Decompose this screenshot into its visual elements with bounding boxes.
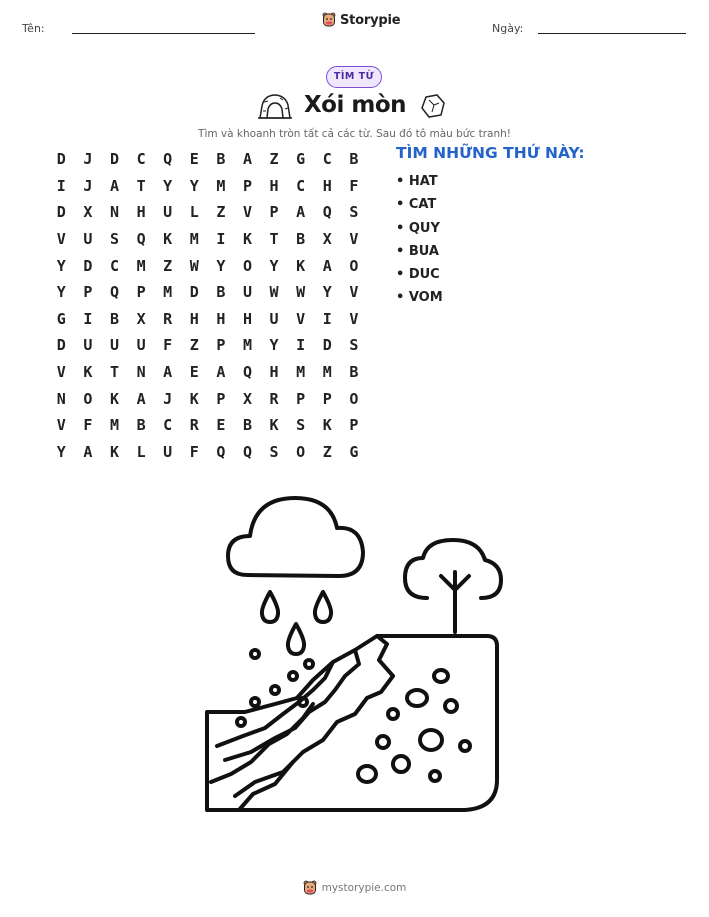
- grid-cell[interactable]: Z: [322, 442, 332, 461]
- date-label: Ngày:: [492, 22, 524, 35]
- grid-cell[interactable]: Q: [136, 230, 146, 249]
- grid-cell[interactable]: E: [216, 416, 226, 435]
- grid-cell[interactable]: X: [242, 389, 252, 408]
- grid-cell[interactable]: C: [322, 150, 332, 169]
- grid-cell[interactable]: S: [269, 442, 279, 461]
- grid-row: [48, 146, 368, 173]
- grid-cell[interactable]: V: [296, 309, 306, 328]
- grid-cell[interactable]: Z: [163, 256, 173, 275]
- worksheet-title: Xói mòn: [303, 92, 407, 118]
- grid-cell[interactable]: L: [189, 203, 199, 222]
- storypie-bear-icon: [322, 12, 336, 28]
- grid-cell[interactable]: M: [136, 256, 146, 275]
- grid-cell[interactable]: X: [83, 203, 93, 222]
- grid-cell[interactable]: P: [269, 203, 279, 222]
- grid-cell[interactable]: R: [269, 389, 279, 408]
- grid-cell[interactable]: T: [136, 176, 146, 195]
- grid-cell[interactable]: K: [322, 416, 332, 435]
- grid-cell[interactable]: M: [322, 363, 332, 382]
- grid-cell[interactable]: K: [83, 363, 93, 382]
- grid-cell[interactable]: Q: [322, 203, 332, 222]
- grid-cell[interactable]: S: [349, 203, 359, 222]
- cloud-shape: [228, 498, 363, 576]
- rain-drop: [288, 624, 304, 654]
- grid-cell[interactable]: B: [216, 150, 226, 169]
- grid-cell[interactable]: Y: [216, 256, 226, 275]
- grid-row: [48, 332, 368, 359]
- grid-cell[interactable]: P: [296, 389, 306, 408]
- word-item: • VOM: [396, 290, 443, 306]
- grid-cell[interactable]: Y: [189, 176, 199, 195]
- grid-cell[interactable]: C: [163, 416, 173, 435]
- word-item: • DUC: [396, 267, 440, 283]
- erosion-line: [235, 636, 393, 796]
- grid-cell[interactable]: Q: [216, 442, 226, 461]
- grid-cell[interactable]: K: [189, 389, 199, 408]
- grid-cell[interactable]: A: [109, 176, 119, 195]
- grid-cell[interactable]: I: [83, 309, 93, 328]
- erosion-illustration: [195, 490, 515, 820]
- grid-cell[interactable]: Q: [163, 150, 173, 169]
- word-item: • CAT: [396, 197, 437, 213]
- grid-cell[interactable]: M: [109, 416, 119, 435]
- brand: [322, 12, 400, 28]
- grid-cell[interactable]: C: [296, 176, 306, 195]
- grid-cell[interactable]: B: [136, 416, 146, 435]
- grid-cell[interactable]: O: [349, 256, 359, 275]
- grid-cell[interactable]: D: [56, 150, 66, 169]
- grid-cell[interactable]: N: [136, 363, 146, 382]
- grid-cell[interactable]: H: [216, 309, 226, 328]
- grid-cell[interactable]: P: [83, 283, 93, 302]
- grid-cell[interactable]: Y: [163, 176, 173, 195]
- grid-cell[interactable]: K: [109, 442, 119, 461]
- grid-cell[interactable]: P: [136, 283, 146, 302]
- grid-cell[interactable]: A: [83, 442, 93, 461]
- word-list: [396, 170, 443, 310]
- grid-cell[interactable]: S: [296, 416, 306, 435]
- grid-cell[interactable]: R: [189, 416, 199, 435]
- grid-cell[interactable]: D: [322, 336, 332, 355]
- grid-cell[interactable]: K: [163, 230, 173, 249]
- grid-cell[interactable]: X: [322, 230, 332, 249]
- grid-cell[interactable]: F: [349, 176, 359, 195]
- grid-cell[interactable]: M: [189, 230, 199, 249]
- grid-cell[interactable]: G: [56, 309, 66, 328]
- storypie-bear-icon: [303, 880, 317, 896]
- grid-cell[interactable]: O: [83, 389, 93, 408]
- grid-cell[interactable]: V: [56, 416, 66, 435]
- grid-cell[interactable]: V: [349, 309, 359, 328]
- grid-cell[interactable]: K: [242, 230, 252, 249]
- grid-cell[interactable]: M: [242, 336, 252, 355]
- grid-cell[interactable]: X: [136, 309, 146, 328]
- grid-row: [48, 412, 368, 439]
- grid-row: [48, 385, 368, 412]
- grid-cell[interactable]: U: [136, 336, 146, 355]
- grid-cell[interactable]: Y: [56, 442, 66, 461]
- grid-cell[interactable]: Z: [189, 336, 199, 355]
- grid-row: [48, 199, 368, 226]
- footer: [0, 880, 709, 896]
- name-field-line[interactable]: [72, 33, 255, 34]
- grid-cell[interactable]: N: [56, 389, 66, 408]
- grid-cell[interactable]: Q: [109, 283, 119, 302]
- grid-cell[interactable]: O: [296, 442, 306, 461]
- grid-cell[interactable]: A: [216, 363, 226, 382]
- activity-tag: TÌM TỪ: [326, 66, 382, 88]
- word-search-grid: [48, 146, 368, 465]
- grid-row: [48, 306, 368, 333]
- grid-cell[interactable]: D: [56, 336, 66, 355]
- grid-cell[interactable]: Q: [242, 363, 252, 382]
- grid-cell[interactable]: S: [349, 336, 359, 355]
- name-label: Tên:: [22, 22, 45, 35]
- grid-cell[interactable]: H: [269, 176, 279, 195]
- grid-cell[interactable]: M: [296, 363, 306, 382]
- grid-row: [48, 439, 368, 466]
- word-item: • QUY: [396, 220, 440, 236]
- word-item: • BUA: [396, 243, 439, 259]
- grid-cell[interactable]: Y: [269, 256, 279, 275]
- grid-cell[interactable]: O: [349, 389, 359, 408]
- grid-cell[interactable]: M: [216, 176, 226, 195]
- grid-cell[interactable]: Q: [242, 442, 252, 461]
- date-field-line[interactable]: [538, 33, 686, 34]
- grid-cell[interactable]: L: [136, 442, 146, 461]
- grid-cell[interactable]: I: [322, 309, 332, 328]
- grid-cell[interactable]: K: [109, 389, 119, 408]
- grid-cell[interactable]: F: [163, 336, 173, 355]
- tree-trunk: [441, 572, 469, 632]
- grid-cell[interactable]: I: [216, 230, 226, 249]
- grid-cell[interactable]: H: [322, 176, 332, 195]
- grid-cell[interactable]: A: [163, 363, 173, 382]
- grid-cell[interactable]: Y: [56, 283, 66, 302]
- instructions: Tìm và khoanh tròn tất cả các từ. Sau đó tô màu bức tranh!: [198, 128, 511, 140]
- grid-cell[interactable]: H: [242, 309, 252, 328]
- grid-cell[interactable]: A: [136, 389, 146, 408]
- grid-cell[interactable]: I: [296, 336, 306, 355]
- grid-cell[interactable]: O: [242, 256, 252, 275]
- grid-cell[interactable]: Z: [269, 150, 279, 169]
- grid-cell[interactable]: U: [269, 309, 279, 328]
- grid-cell[interactable]: H: [136, 203, 146, 222]
- grid-cell[interactable]: W: [189, 256, 199, 275]
- grid-cell[interactable]: U: [242, 283, 252, 302]
- rock-arch-icon: [258, 92, 292, 120]
- grid-cell[interactable]: V: [349, 283, 359, 302]
- grid-cell[interactable]: K: [269, 416, 279, 435]
- grid-cell[interactable]: E: [189, 363, 199, 382]
- grid-row: [48, 359, 368, 386]
- grid-cell[interactable]: J: [83, 176, 93, 195]
- grid-cell[interactable]: U: [163, 203, 173, 222]
- grid-cell[interactable]: F: [83, 416, 93, 435]
- grid-row: [48, 279, 368, 306]
- rock-icon: [420, 93, 446, 119]
- grid-cell[interactable]: U: [109, 336, 119, 355]
- grid-cell[interactable]: H: [189, 309, 199, 328]
- grid-cell[interactable]: E: [189, 150, 199, 169]
- grid-cell[interactable]: B: [349, 363, 359, 382]
- grid-cell[interactable]: G: [296, 150, 306, 169]
- grid-cell[interactable]: D: [56, 203, 66, 222]
- grid-cell[interactable]: P: [322, 389, 332, 408]
- grid-cell[interactable]: W: [269, 283, 279, 302]
- brand-name: Storypie: [340, 12, 401, 28]
- grid-cell[interactable]: D: [83, 256, 93, 275]
- grid-cell[interactable]: T: [109, 363, 119, 382]
- grid-cell[interactable]: B: [296, 230, 306, 249]
- grid-cell[interactable]: V: [56, 363, 66, 382]
- grid-cell[interactable]: U: [83, 230, 93, 249]
- grid-row: [48, 226, 368, 253]
- grid-cell[interactable]: J: [163, 389, 173, 408]
- grid-cell[interactable]: P: [216, 336, 226, 355]
- grid-cell[interactable]: Z: [216, 203, 226, 222]
- grid-cell[interactable]: B: [242, 416, 252, 435]
- grid-cell[interactable]: A: [322, 256, 332, 275]
- word-item: • HAT: [396, 174, 438, 189]
- grid-cell[interactable]: A: [296, 203, 306, 222]
- grid-cell[interactable]: B: [216, 283, 226, 302]
- grid-cell[interactable]: P: [216, 389, 226, 408]
- grid-cell[interactable]: A: [242, 150, 252, 169]
- grid-cell[interactable]: S: [109, 230, 119, 249]
- grid-cell[interactable]: B: [109, 309, 119, 328]
- grid-cell[interactable]: C: [109, 256, 119, 275]
- grid-cell[interactable]: R: [163, 309, 173, 328]
- rain-drop: [262, 592, 278, 622]
- rain-drop: [315, 592, 331, 622]
- grid-row: [48, 252, 368, 279]
- grid-row: [48, 173, 368, 200]
- grid-cell[interactable]: T: [269, 230, 279, 249]
- footer-site[interactable]: mystorypie.com: [321, 882, 407, 894]
- grid-cell[interactable]: H: [269, 363, 279, 382]
- grid-cell[interactable]: G: [349, 442, 359, 461]
- grid-cell[interactable]: U: [163, 442, 173, 461]
- grid-cell[interactable]: I: [56, 176, 66, 195]
- grid-cell[interactable]: U: [83, 336, 93, 355]
- grid-cell[interactable]: P: [242, 176, 252, 195]
- grid-cell[interactable]: D: [109, 150, 119, 169]
- grid-cell[interactable]: M: [163, 283, 173, 302]
- grid-cell[interactable]: F: [189, 442, 199, 461]
- grid-cell[interactable]: V: [242, 203, 252, 222]
- grid-cell[interactable]: Y: [56, 256, 66, 275]
- grid-cell[interactable]: Y: [322, 283, 332, 302]
- grid-cell[interactable]: W: [296, 283, 306, 302]
- grid-cell[interactable]: B: [349, 150, 359, 169]
- grid-cell[interactable]: V: [56, 230, 66, 249]
- grid-cell[interactable]: D: [189, 283, 199, 302]
- grid-cell[interactable]: P: [349, 416, 359, 435]
- grid-cell[interactable]: Y: [269, 336, 279, 355]
- grid-cell[interactable]: C: [136, 150, 146, 169]
- grid-cell[interactable]: J: [83, 150, 93, 169]
- grid-cell[interactable]: N: [109, 203, 119, 222]
- grid-cell[interactable]: V: [349, 230, 359, 249]
- find-heading: TÌM NHỮNG THỨ NÀY:: [396, 144, 585, 162]
- grid-cell[interactable]: K: [296, 256, 306, 275]
